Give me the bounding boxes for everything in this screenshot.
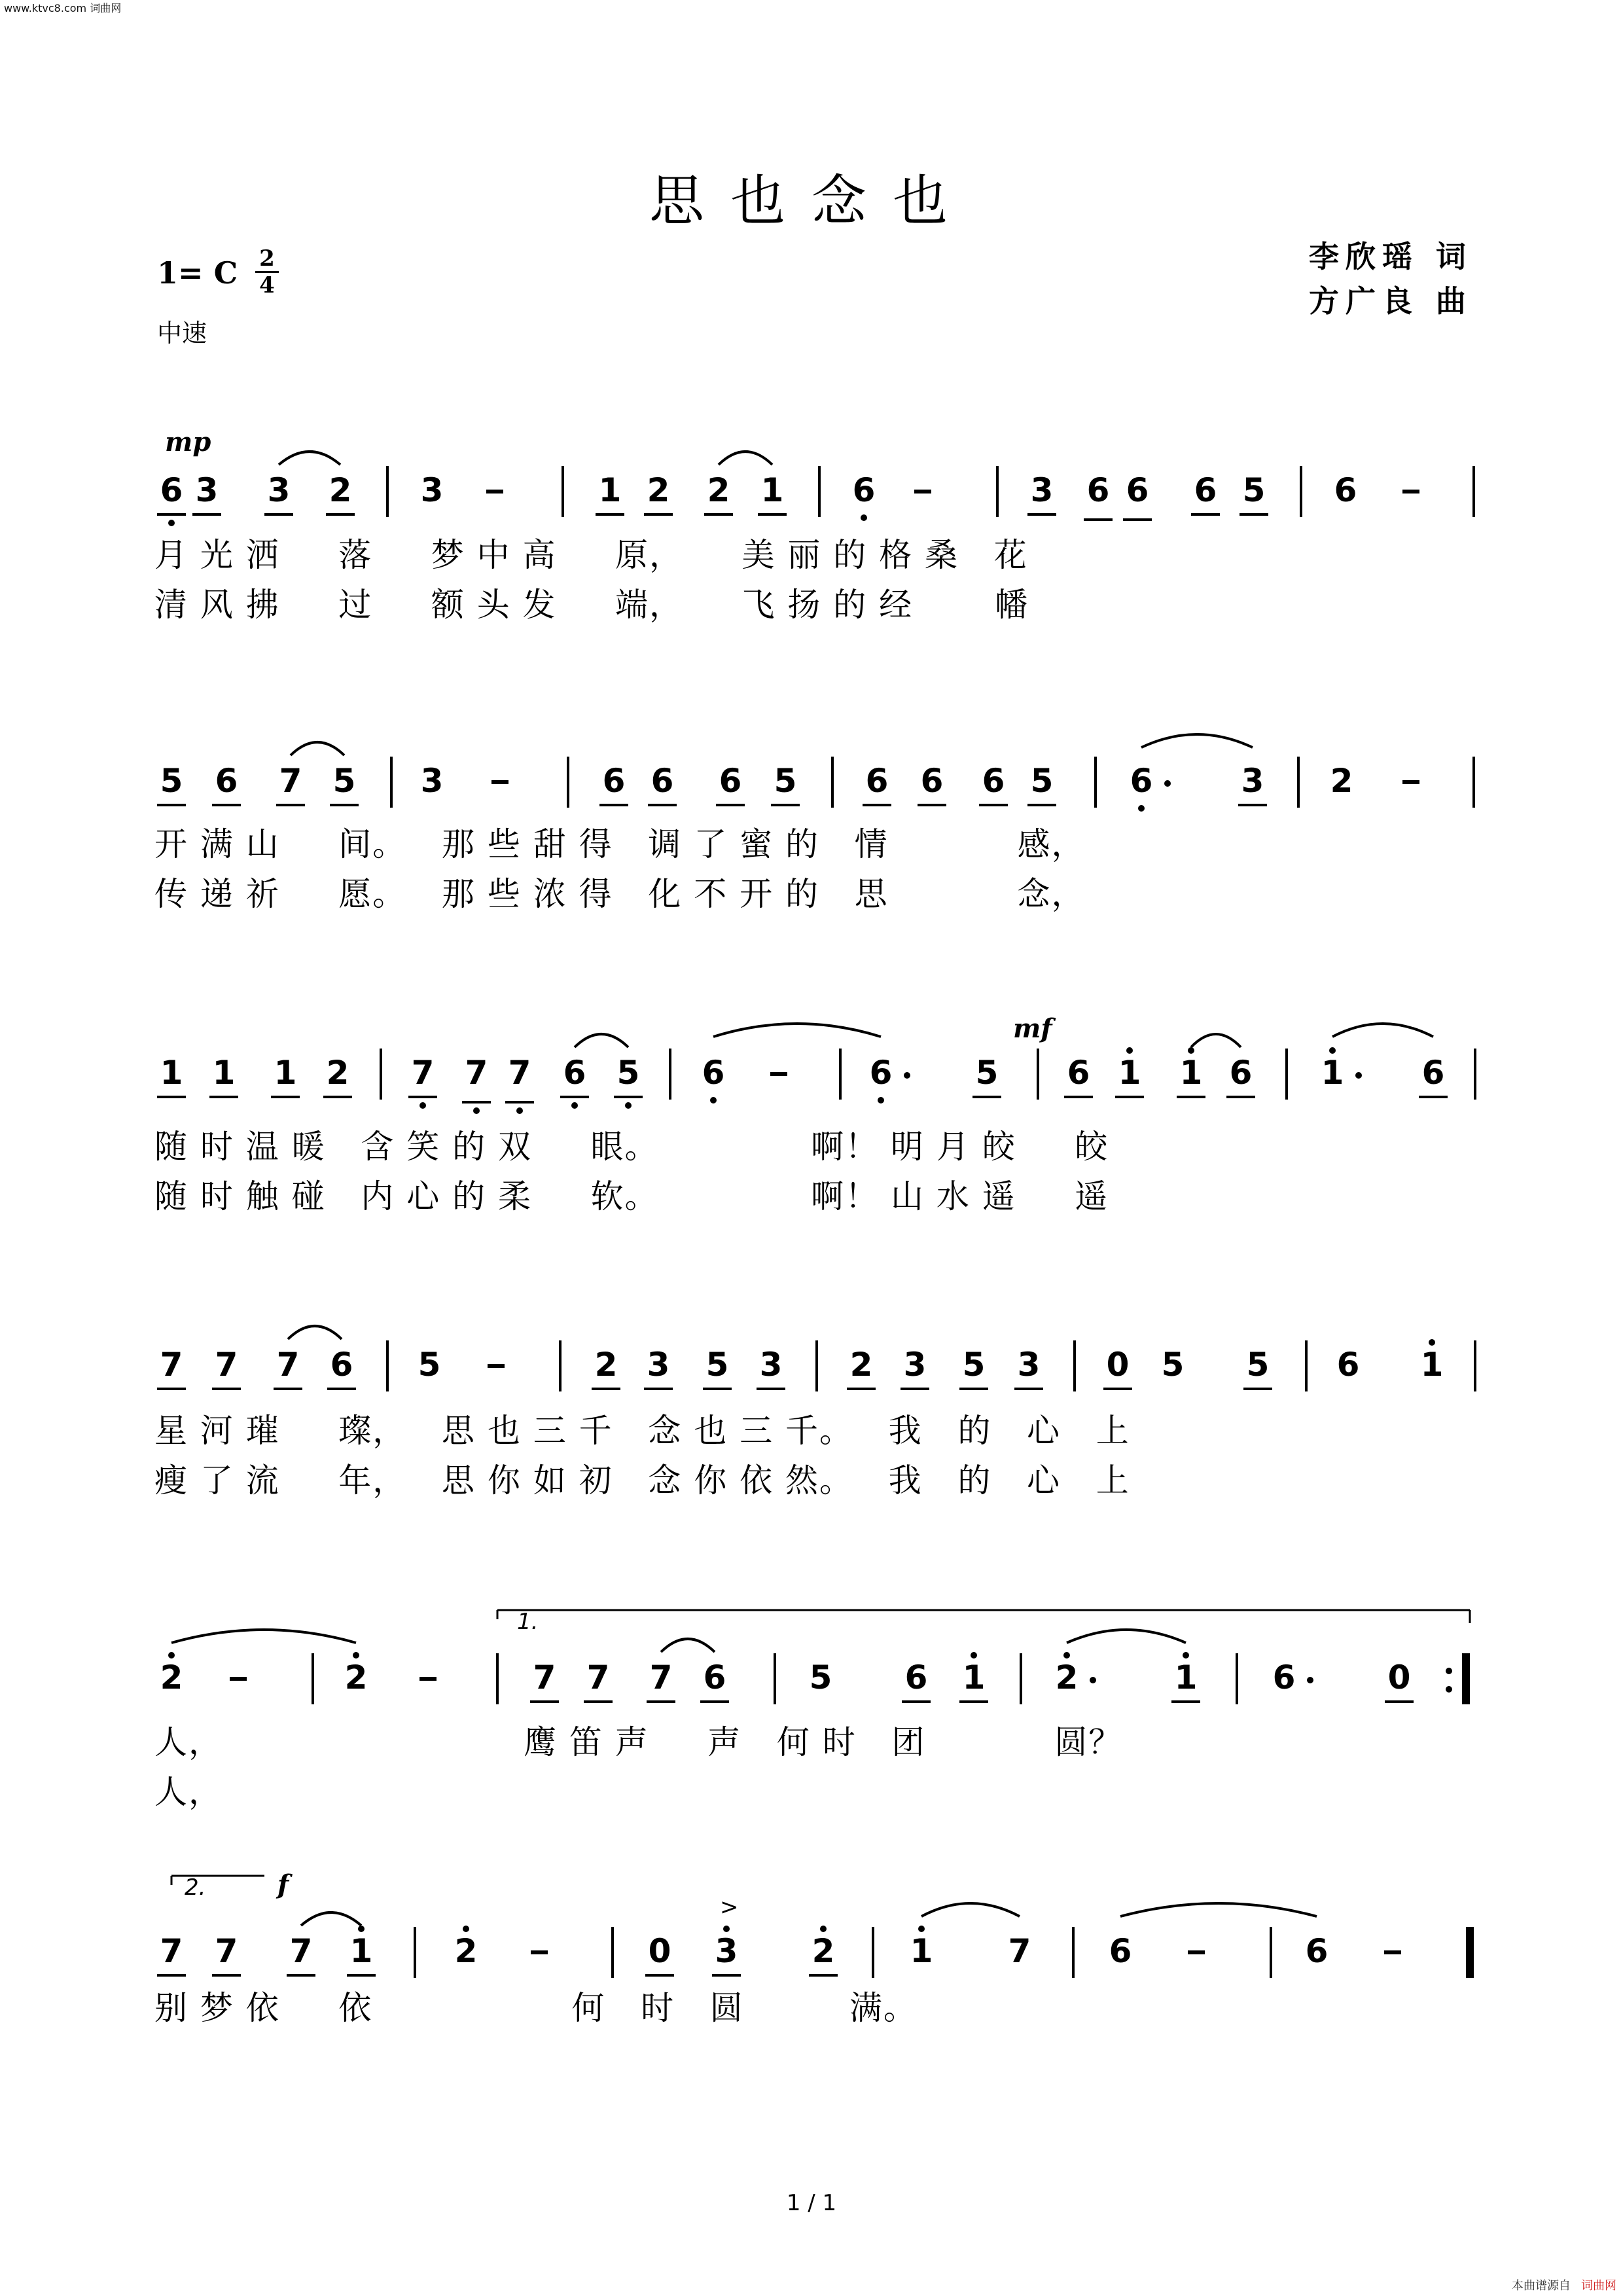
barline [1472,466,1475,517]
underline [1419,1096,1448,1098]
underline [1191,513,1220,516]
note: 5 [1161,1346,1185,1384]
source-label: 本曲谱源自 [1512,2279,1571,2293]
slur [1141,734,1253,747]
note: 1 [212,1054,236,1092]
underline [274,1388,302,1390]
underline [264,513,293,516]
underline [644,1388,673,1390]
lyric-line5-verse2: 人， [154,1773,223,1811]
time-sig-bottom: 4 [259,272,275,298]
underline [157,1096,186,1098]
underline [157,1974,186,1977]
underline [1027,804,1056,806]
underline [712,1974,741,1977]
lyric-line2-verse2: 传 递 祈 愿。 那 些 浓 得 化 不 开 的 思 念， [154,875,1086,913]
underline [1171,1700,1200,1703]
underline [1027,513,1056,516]
underline [462,1101,491,1103]
note: 6 [865,762,889,800]
note: 2 [329,471,352,509]
note: 1 [1179,1054,1203,1092]
underline [972,1096,1001,1098]
barline [1020,1653,1022,1704]
underline [959,1388,988,1390]
note: 7 [465,1054,488,1092]
high-octave-dot [358,1926,365,1932]
song-title: 思也念也 [649,169,974,233]
underline [1084,518,1113,521]
augmentation-dot [904,1072,910,1079]
lyric-line3-verse1: 随 时 温 暖 含 笑 的 双 眼。 啊！ 明 月 皎 皎 [154,1128,1109,1166]
note: 0 [648,1932,671,1970]
underline [347,1974,376,1977]
note: 6 [719,762,742,800]
final-barline [1466,1927,1474,1978]
underline [614,1096,643,1098]
underline [1014,1388,1043,1390]
low-octave-dot [878,1097,884,1103]
barline [1474,1049,1476,1100]
note: 6 [602,762,626,800]
note: 6 [1130,762,1153,800]
barline [496,1653,499,1704]
underline [584,1700,613,1703]
slur [1120,1903,1317,1916]
lyric-line1-verse1: 月 光 洒 落 梦 中 高 原， 美 丽 的 格 桑 花 [154,536,1028,574]
augmentation-dot [1307,1677,1313,1683]
slur [1332,1024,1433,1037]
slur [661,1639,715,1652]
lyric-line6-verse1: 别 梦 依 依 何 时 圆 满。 [154,1989,918,2027]
high-octave-dot [971,1652,977,1659]
composer-credit: 方广良 曲 [1308,283,1472,319]
note: 6 [1421,1054,1445,1092]
repeat-dot [1446,1686,1452,1693]
underline [918,804,946,806]
underline [700,1700,729,1703]
underline [271,1096,300,1098]
barline [872,1927,874,1978]
underline [959,1700,988,1703]
low-octave-dot [516,1107,523,1114]
note: 1 [910,1932,933,1970]
barline [815,1340,818,1391]
slur [279,452,340,465]
high-octave-dot [820,1926,827,1932]
dynamic-mp: mp [165,427,211,457]
high-octave-dot [723,1926,730,1932]
tempo-marking: 中速 [157,319,207,348]
underline [1385,1700,1414,1703]
underline [592,1388,620,1390]
barline [1300,466,1302,517]
note: 7 [1008,1932,1031,1970]
note: 2 [1330,762,1353,800]
note: 2 [454,1932,478,1970]
note: 5 [774,762,797,800]
underline [599,804,628,806]
underline [979,804,1008,806]
low-octave-dot [571,1102,578,1109]
underline [1240,513,1268,516]
high-octave-dot [1183,1652,1189,1659]
high-octave-dot [1188,1047,1194,1054]
underline [902,1700,931,1703]
underline [703,1388,732,1390]
barline [1072,1927,1075,1978]
note: 6 [330,1346,353,1384]
note: 3 [759,1346,783,1384]
note: 1 [349,1932,373,1970]
high-octave-dot [1063,1652,1070,1659]
note: 5 [962,1346,986,1384]
slur [291,742,344,755]
slur [288,1326,342,1339]
note: 6 [920,762,944,800]
note: 6 [1334,471,1357,509]
underline [1103,1388,1132,1390]
dash [770,1072,787,1076]
note: 0 [1106,1346,1130,1384]
underline [757,1388,785,1390]
lyricist-credit: 李欣瑶 词 [1308,239,1472,274]
note: 5 [975,1054,999,1092]
low-octave-dot [710,1097,717,1103]
note: 7 [215,1346,238,1384]
key-signature: 1= C [157,255,238,291]
note: 7 [508,1054,531,1092]
dynamic-f: f [277,1869,289,1900]
augmentation-dot [1090,1677,1096,1683]
underline [209,1096,238,1098]
note: 5 [332,762,356,800]
low-octave-dot [625,1102,632,1109]
barline [386,1340,389,1391]
note: 7 [279,762,302,800]
note: 5 [616,1054,640,1092]
dash [419,1677,437,1681]
barline [386,466,389,517]
underline [1243,1388,1272,1390]
note: 3 [267,471,291,509]
dash [1402,780,1419,784]
note: 2 [160,1659,183,1696]
low-octave-dot [168,520,175,526]
underline [1123,518,1152,521]
source-site: 词曲网 [1581,2279,1616,2293]
slur [921,1903,1020,1916]
note: 6 [852,471,876,509]
underline [212,1974,241,1977]
low-octave-dot [419,1102,426,1109]
underline [716,804,745,806]
accent-mark: > [720,1894,739,1920]
slur [1191,1034,1241,1047]
barline [611,1927,614,1978]
dynamic-mf: mf [1013,1013,1052,1044]
note: 1 [274,1054,297,1092]
barline [312,1653,314,1704]
note: 3 [1017,1346,1041,1384]
barline [1236,1653,1238,1704]
note: 7 [649,1659,673,1696]
repeat-dot [1446,1668,1452,1674]
underline [287,1974,315,1977]
lyric-line4-verse2: 瘦 了 流 年， 思 你 如 初 念 你 依 然。 我 的 心 上 [154,1462,1130,1499]
note: 7 [276,1346,300,1384]
note: 6 [1194,471,1217,509]
high-octave-dot [463,1926,469,1932]
note: 7 [160,1932,183,1970]
volta-second-label: 2. [185,1874,206,1901]
slur [301,1912,361,1926]
final-barline [1462,1653,1470,1704]
note: 5 [705,1346,729,1384]
note: 3 [647,1346,670,1384]
underline [645,1974,674,1977]
underline [758,513,787,516]
note: 6 [1336,1346,1360,1384]
dash [486,490,503,493]
barline [831,757,834,808]
note: 7 [289,1932,313,1970]
volta-first-label: 1. [517,1609,539,1635]
note: 1 [1118,1054,1141,1092]
note: 2 [647,471,670,509]
underline [276,804,305,806]
dash [488,1364,505,1368]
dash [1384,1950,1401,1954]
note: 1 [1174,1659,1198,1696]
low-octave-dot [1138,805,1145,812]
note: 5 [1242,471,1266,509]
high-octave-dot [1329,1047,1336,1054]
underline [323,1096,352,1098]
note: 7 [586,1659,610,1696]
note: 7 [215,1932,238,1970]
note: 3 [903,1346,927,1384]
lyric-line5-verse1-start: 人， [154,1723,223,1761]
barline [567,757,569,808]
note: 1 [1420,1346,1444,1384]
underline [1115,1096,1144,1098]
underline [863,804,891,806]
high-octave-dot [1429,1339,1435,1346]
dash [914,490,931,493]
note: 7 [533,1659,556,1696]
augmentation-dot [1355,1072,1362,1079]
note: 6 [651,762,674,800]
note: 2 [707,471,730,509]
slur [1067,1630,1186,1643]
high-octave-dot [1126,1047,1133,1054]
underline [330,804,359,806]
underline [192,513,221,516]
note: 2 [812,1932,835,1970]
dash [531,1950,548,1954]
underline [644,513,673,516]
high-octave-dot [918,1926,925,1932]
note: 1 [598,471,622,509]
note: 3 [715,1932,738,1970]
note: 1 [760,471,784,509]
underline [327,1388,356,1390]
underline [771,804,800,806]
high-octave-dot [168,1652,175,1659]
underline [212,1388,241,1390]
note: 6 [1229,1054,1253,1092]
barline [1474,1340,1476,1391]
underline [530,1700,559,1703]
slur [713,1024,881,1037]
underline [648,804,677,806]
note: 1 [160,1054,183,1092]
page-number: 1 / 1 [786,2190,837,2216]
barline [1285,1049,1288,1100]
lyric-line2-verse1: 开 满 山 间。 那 些 甜 得 调 了 蜜 的 情 感， [154,825,1086,863]
underline [1238,804,1267,806]
note: 5 [160,762,183,800]
underline [901,1388,929,1390]
barline [1270,1927,1272,1978]
note: 6 [1086,471,1110,509]
low-octave-dot [861,514,867,521]
note: 2 [849,1346,873,1384]
barline [380,1049,382,1100]
barline [1472,757,1475,808]
barline [774,1653,776,1704]
time-signature [255,247,279,296]
augmentation-dot [1164,780,1171,787]
barline [818,466,821,517]
dash [230,1677,247,1681]
underline [704,513,733,516]
barline [1073,1340,1076,1391]
barline [1297,757,1300,808]
note: 6 [703,1659,726,1696]
barline [996,466,999,517]
underline [408,1096,437,1098]
note: 2 [1055,1659,1079,1696]
note: 6 [1067,1054,1090,1092]
note: 6 [563,1054,586,1092]
slur [719,452,772,465]
lyric-line4-verse1: 星 河 璀 璨， 思 也 三 千 念 也 三 千。 我 的 心 上 [154,1412,1130,1450]
note: 0 [1387,1659,1411,1696]
note: 6 [215,762,238,800]
underline [1064,1096,1093,1098]
underline [157,804,186,806]
underline [1226,1096,1255,1098]
note: 5 [418,1346,441,1384]
note: 6 [904,1659,928,1696]
barline [839,1049,842,1100]
underline [809,1974,838,1977]
underline [157,513,186,516]
slur [171,1630,356,1643]
note: 3 [195,471,219,509]
barline [562,466,564,517]
note: 1 [1321,1054,1344,1092]
note: 5 [1030,762,1054,800]
note: 2 [326,1054,349,1092]
note: 6 [1305,1932,1329,1970]
underline [505,1101,534,1103]
site-url: www.ktvc8.com 词曲网 [4,2,122,14]
note: 6 [1126,471,1149,509]
note: 6 [869,1054,893,1092]
note: 6 [702,1054,725,1092]
underline [596,513,624,516]
slur [575,1034,628,1047]
barline [1037,1049,1039,1100]
underline [647,1700,675,1703]
note: 6 [160,471,183,509]
note: 3 [420,762,444,800]
underline [560,1096,589,1098]
note: 7 [411,1054,435,1092]
note: 6 [982,762,1005,800]
lyric-line5-verse1-volta: 鹰 笛 声 声 何 时 团 圆？ [524,1723,1123,1761]
note: 6 [1272,1659,1296,1696]
underline [157,1388,186,1390]
note: 6 [1109,1932,1132,1970]
dash [1402,490,1419,493]
note: 2 [594,1346,618,1384]
lyric-line1-verse2: 清 风 拂 过 额 头 发 端， 飞 扬 的 经 幡 [154,586,1029,624]
note: 5 [809,1659,832,1696]
barline [559,1340,562,1391]
underline [1177,1096,1205,1098]
underline [212,804,241,806]
note: 3 [420,471,444,509]
dash [1188,1950,1205,1954]
note: 5 [1246,1346,1270,1384]
barline [1305,1340,1308,1391]
underline [847,1388,876,1390]
time-sig-top: 2 [259,245,275,272]
note: 3 [1030,471,1054,509]
high-octave-dot [353,1652,359,1659]
barline [390,757,393,808]
barline [1094,757,1097,808]
barline [414,1927,416,1978]
low-octave-dot [473,1107,480,1114]
note: 2 [344,1659,368,1696]
lyric-line3-verse2: 随 时 触 碰 内 心 的 柔 软。 啊！ 山 水 遥 遥 [154,1177,1109,1215]
note: 1 [962,1659,986,1696]
underline [326,513,355,516]
barline [669,1049,671,1100]
note: 3 [1241,762,1264,800]
dash [491,780,508,784]
note: 7 [160,1346,183,1384]
